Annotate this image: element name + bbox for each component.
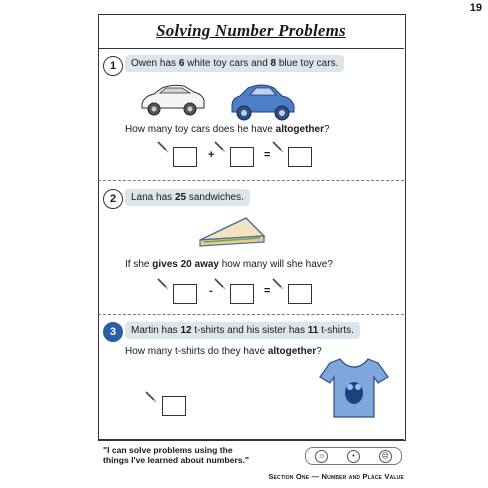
answer-box-3[interactable] — [162, 396, 186, 416]
answer-box-2c[interactable] — [288, 284, 312, 304]
question-3-statement — [125, 322, 360, 339]
section-divider — [98, 314, 404, 315]
question-2-statement — [125, 189, 250, 206]
text: ? — [323, 124, 330, 135]
pencil-icon — [145, 391, 157, 403]
pencil-icon — [157, 278, 169, 290]
equals-operator: = — [264, 285, 271, 297]
neutral-face-icon[interactable]: • — [347, 450, 360, 463]
pencil-icon — [214, 278, 226, 290]
title-bar — [98, 14, 404, 49]
question-number-label: 3 — [109, 326, 117, 338]
white-car-illustration — [138, 80, 206, 118]
pencil-icon — [272, 141, 284, 153]
number-blue-cars: 8 — [270, 58, 277, 69]
keyword: gives 20 away — [152, 259, 219, 270]
quote-line: things I've learned about numbers." — [103, 455, 250, 465]
keyword: altogether — [267, 346, 317, 357]
text: white toy cars and — [184, 58, 271, 69]
question-1-statement — [125, 55, 344, 72]
pencil-icon — [214, 141, 226, 153]
section-divider — [98, 180, 404, 181]
sad-face-icon[interactable]: ☹ — [379, 450, 392, 463]
plus-operator: + — [208, 149, 215, 161]
text: How many t-shirts do they have — [125, 346, 268, 357]
equals-operator: = — [264, 149, 271, 161]
minus-operator: - — [209, 285, 213, 297]
answer-box-1a[interactable] — [173, 147, 197, 167]
question-1-prompt — [125, 124, 330, 135]
answer-box-1b[interactable] — [230, 147, 254, 167]
text: If she — [125, 259, 153, 270]
text: t-shirts and his sister has — [191, 325, 308, 336]
pencil-icon — [272, 278, 284, 290]
blue-car-illustration — [226, 80, 298, 122]
text: How many toy cars does he have — [125, 124, 276, 135]
question-number-label: 2 — [109, 193, 117, 205]
keyword: altogether — [275, 124, 324, 135]
text: Martin has — [131, 325, 181, 336]
tshirt-illustration — [318, 355, 390, 421]
question-number-label: 1 — [109, 60, 117, 72]
number-martin-tshirts: 12 — [180, 325, 192, 336]
question-2-prompt — [125, 259, 333, 270]
pencil-icon — [157, 141, 169, 153]
text: blue toy cars. — [276, 58, 339, 69]
question-3-prompt — [125, 346, 322, 357]
text: Lana has — [131, 192, 175, 203]
number-sister-tshirts: 11 — [307, 325, 319, 336]
self-assessment-faces — [305, 447, 402, 465]
quote-line: "I can solve problems using the — [103, 445, 233, 455]
answer-box-2b[interactable] — [230, 284, 254, 304]
text: how many will she have? — [218, 259, 333, 270]
question-number-1 — [103, 56, 123, 76]
text: t-shirts. — [318, 325, 354, 336]
answer-box-2a[interactable] — [173, 284, 197, 304]
footer-quote — [103, 445, 249, 465]
number-sandwiches: 25 — [174, 192, 187, 203]
text: sandwiches. — [186, 192, 244, 203]
page-number: 19 — [469, 2, 482, 14]
number-white-cars: 6 — [178, 58, 185, 69]
smiley-face-icon[interactable]: ☺ — [315, 450, 328, 463]
answer-box-1c[interactable] — [288, 147, 312, 167]
page-title: Solving Number Problems — [156, 21, 346, 40]
question-number-3 — [103, 322, 123, 342]
sandwich-illustration — [196, 214, 268, 248]
question-number-2 — [103, 189, 123, 209]
text: ? — [316, 346, 322, 357]
text: Owen has — [131, 58, 179, 69]
section-footer: Section One — Number and Place Value — [268, 472, 404, 481]
